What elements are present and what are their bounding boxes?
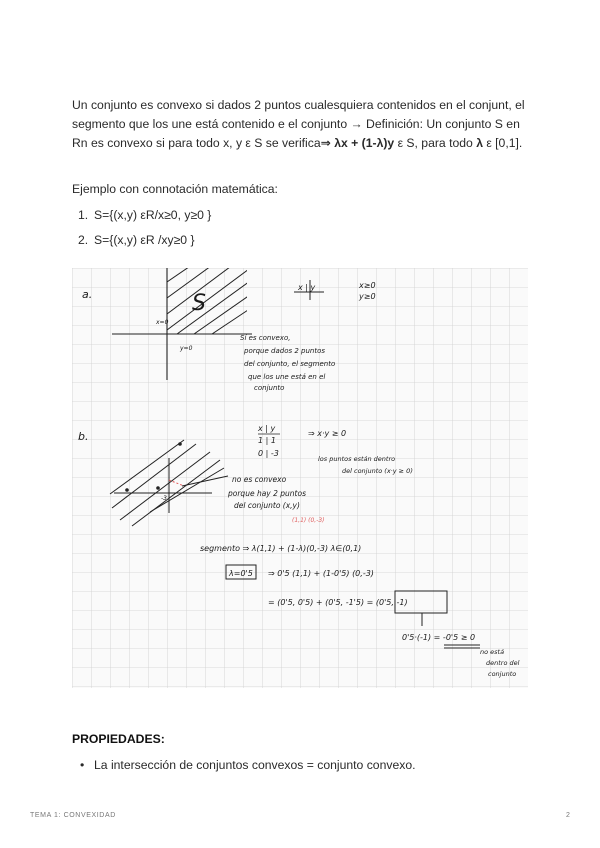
- cond-x: x≥0: [359, 281, 376, 290]
- red-points-label: (1,1) (0,-3): [292, 517, 325, 524]
- svg-text:que los une está en el: que los une está en el: [248, 373, 326, 381]
- svg-text:no es convexo: no es convexo: [232, 475, 287, 484]
- x0-label: x=0: [156, 319, 169, 326]
- xy-header-a: x | y: [298, 283, 316, 292]
- properties-heading: PROPIEDADES:: [72, 732, 165, 746]
- svg-text:conjunto: conjunto: [488, 670, 517, 678]
- lambda-value: λ=0'5: [229, 569, 253, 578]
- intro-paragraph: [72, 96, 532, 153]
- svg-text:Sí es convexo,: Sí es convexo,: [240, 334, 291, 342]
- svg-text:conjunto: conjunto: [254, 384, 285, 392]
- y0-label: y=0: [180, 345, 193, 352]
- svg-text:x | y: x | y: [258, 424, 276, 433]
- final-check: 0'5·(-1) = -0'5 ≥ 0: [402, 633, 476, 642]
- handwritten-notes: [72, 268, 528, 688]
- label-a: a.: [82, 288, 93, 301]
- axis-neg-label: -3: [161, 495, 167, 502]
- svg-text:porque dados 2 puntos: porque dados 2 puntos: [244, 347, 326, 355]
- list-item: 1. S={(x,y) εR/x≥0, y≥0 }: [78, 208, 212, 222]
- footer-chapter: TEMA 1: CONVEXIDAD: [30, 812, 116, 819]
- properties-list: [80, 758, 415, 772]
- svg-text:porque hay 2 puntos: porque hay 2 puntos: [228, 489, 306, 498]
- calc-line-1: ⇒ 0'5 (1,1) + (1-0'5) (0,-3): [268, 569, 374, 578]
- svg-text:del conjunto (x,y): del conjunto (x,y): [234, 501, 300, 510]
- example-heading: Ejemplo con connotación matemática:: [72, 182, 278, 196]
- svg-text:del conjunto (x·y ≥ 0): del conjunto (x·y ≥ 0): [342, 467, 413, 475]
- cond-y: y≥0: [359, 292, 376, 301]
- page-number: 2: [566, 812, 570, 819]
- svg-text:del conjunto, el segmento: del conjunto, el segmento: [244, 360, 336, 368]
- xy-condition: ⇒ x·y ≥ 0: [308, 429, 347, 438]
- example-list: [78, 206, 211, 256]
- calc-line-2: = (0'5, 0'5) + (0'5, -1'5) = (0'5, -1): [268, 598, 408, 607]
- label-b: b.: [78, 430, 89, 443]
- segment-formula: segmento ⇒ λ(1,1) + (1-λ)(0,-3) λ∈(0,1): [200, 544, 362, 553]
- intro-formula: ⇒ λx + (1-λ)y: [320, 136, 395, 150]
- set-s-label: S: [192, 291, 206, 316]
- intro-lambda: λ: [476, 136, 483, 150]
- intro-text-1: Un conjunto es convexo si dados 2 puntos cualesquiera contenidos en el conjunt, el segmento que los une está contenido e el conjunto → Definición: Un conjunto S en Rn es convexo si para todo x, y ε S se verifica: [72, 98, 525, 150]
- intro-text-3: ε [0,1].: [482, 136, 523, 150]
- svg-text:dentro del: dentro del: [486, 659, 520, 667]
- svg-text:no está: no está: [480, 648, 505, 656]
- list-item: • La intersección de conjuntos convexos = conjunto convexo.: [80, 758, 416, 772]
- list-item: 2. S={(x,y) εR /xy≥0 }: [78, 233, 195, 247]
- svg-text:0 | -3: 0 | -3: [258, 449, 279, 458]
- intro-text-2: ε S, para todo: [394, 136, 477, 150]
- svg-text:los puntos están dentro: los puntos están dentro: [318, 455, 396, 463]
- svg-text:1 | 1: 1 | 1: [258, 436, 276, 445]
